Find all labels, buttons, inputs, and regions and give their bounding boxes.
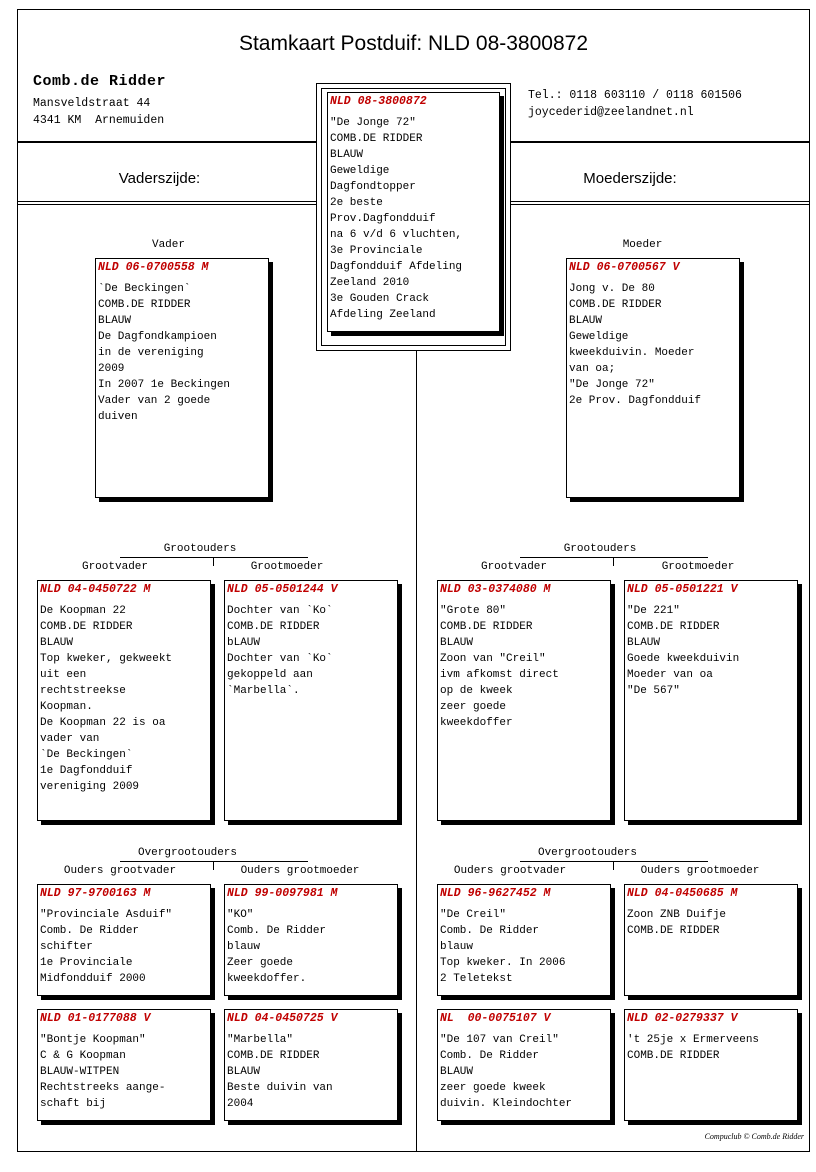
grandparents-bracket-right	[520, 557, 708, 558]
detail-line: "KO"	[227, 909, 254, 921]
detail-line: COMB.DE RIDDER	[98, 299, 191, 311]
detail-line: "De Jonge 72"	[569, 379, 655, 391]
detail-line: COMB.DE RIDDER	[569, 299, 662, 311]
owner-name: Comb.de Ridder	[33, 73, 167, 90]
detail-line: Comb. De Ridder	[440, 925, 540, 937]
great-grandparent-ring: NL 00-0075107 V	[440, 1012, 551, 1025]
detail-line: BLAUW-WITPEN	[40, 1066, 120, 1078]
detail-line: 1e Provinciale	[40, 957, 133, 969]
great-grandparent-ring: NLD 96-9627452 M	[440, 887, 551, 900]
great-grandparent-details	[627, 1032, 795, 1064]
mother-details	[569, 281, 737, 409]
father-label: Vader	[151, 239, 185, 251]
grandparents-tick-left	[213, 557, 214, 566]
detail-line: COMB.DE RIDDER	[627, 621, 720, 633]
grandparent-card	[624, 580, 798, 821]
detail-line: 3e Provinciale	[330, 245, 423, 257]
detail-line: "Marbella"	[227, 1034, 294, 1046]
detail-line: 2009	[98, 363, 125, 375]
great-grandparent-card	[224, 884, 398, 996]
detail-line: gekoppeld aan	[227, 669, 313, 681]
detail-line: Dochter van `Ko`	[227, 605, 333, 617]
detail-line: zeer goede	[440, 701, 507, 713]
great-grandparent-card	[37, 884, 211, 996]
detail-line: vader van	[40, 733, 100, 745]
detail-line: COMB.DE RIDDER	[440, 621, 533, 633]
mother-card	[566, 258, 740, 498]
detail-line: op de kweek	[440, 685, 513, 697]
detail-line: rechtstreekse	[40, 685, 126, 697]
great-grandparent-details	[440, 1032, 608, 1112]
detail-line: `De Beckingen`	[40, 749, 133, 761]
grandparents-tick-right	[613, 557, 614, 566]
detail-line: ivm afkomst direct	[440, 669, 559, 681]
detail-line: "De 107 van Creil"	[440, 1034, 559, 1046]
detail-line: BLAUW	[627, 637, 661, 649]
great-grandparent-details	[227, 907, 395, 987]
detail-line: De Koopman 22 is oa	[40, 717, 166, 729]
parents-grandmother-label-left: Ouders grootmoeder	[240, 865, 360, 877]
phone: Tel.: 0118 603110 / 0118 601506	[528, 89, 742, 102]
parents-grandfather-label-right: Ouders grootvader	[453, 865, 567, 877]
great-grandparents-label-left: Overgrootouders	[137, 847, 238, 859]
great-grandparent-card	[37, 1009, 211, 1121]
father-details	[98, 281, 266, 425]
father-ring: NLD 06-0700558 M	[98, 261, 209, 274]
detail-line: De Koopman 22	[40, 605, 126, 617]
mother-side-label: Moederszijde:	[583, 170, 677, 187]
detail-line: Rechtstreeks aange-	[40, 1082, 166, 1094]
detail-line: Jong v. De 80	[569, 283, 655, 295]
detail-line: in de vereniging	[98, 347, 204, 359]
detail-line: BLAUW	[440, 1066, 474, 1078]
great-grandparents-tick-right	[613, 861, 614, 870]
detail-line: COMB.DE RIDDER	[227, 1050, 320, 1062]
detail-line: BLAUW	[440, 637, 474, 649]
great-grandparents-label-right: Overgrootouders	[537, 847, 638, 859]
detail-line: 't 25je x Ermerveens	[627, 1034, 760, 1046]
great-grandparent-card	[224, 1009, 398, 1121]
detail-line: 2e beste	[330, 197, 383, 209]
detail-line: Midfondduif 2000	[40, 973, 146, 985]
detail-line: duivin. Kleindochter	[440, 1098, 573, 1110]
detail-line: Dagfondtopper	[330, 181, 416, 193]
email: joycederid@zeelandnet.nl	[528, 106, 694, 119]
detail-line: Top kweker. In 2006	[440, 957, 566, 969]
detail-line: Geweldige	[569, 331, 629, 343]
great-grandparents-bracket-right	[520, 861, 708, 862]
detail-line: "De Creil"	[440, 909, 507, 921]
detail-line: BLAUW	[330, 149, 364, 161]
detail-line: BLAUW	[227, 1066, 261, 1078]
detail-line: BLAUW	[40, 637, 74, 649]
great-grandparents-tick-left	[213, 861, 214, 870]
detail-line: 2004	[227, 1098, 254, 1110]
grandparent-details	[440, 603, 608, 731]
detail-line: "Grote 80"	[440, 605, 507, 617]
detail-line: "De Jonge 72"	[330, 117, 416, 129]
detail-line: "Provinciale Asduif"	[40, 909, 173, 921]
detail-line: 3e Gouden Crack	[330, 293, 430, 305]
grandparents-bracket-left	[120, 557, 308, 558]
great-grandparent-card	[624, 884, 798, 996]
great-grandparent-card	[624, 1009, 798, 1121]
detail-line: Prov.Dagfondduif	[330, 213, 436, 225]
grandmother-label-left: Grootmoeder	[250, 561, 324, 573]
detail-line: COMB.DE RIDDER	[40, 621, 133, 633]
detail-line: Dagfondduif Afdeling	[330, 261, 463, 273]
detail-line: Goede kweekduivin	[627, 653, 740, 665]
detail-line: Comb. De Ridder	[440, 1050, 540, 1062]
detail-line: C & G Koopman	[40, 1050, 126, 1062]
subject-card-inner	[327, 92, 500, 332]
detail-line: Comb. De Ridder	[227, 925, 327, 937]
great-grandparent-ring: NLD 04-0450685 M	[627, 887, 738, 900]
detail-line: BLAUW	[98, 315, 132, 327]
grandparents-label-right: Grootouders	[563, 543, 637, 555]
detail-line: 2 Teletekst	[440, 973, 513, 985]
great-grandparent-ring: NLD 97-9700163 M	[40, 887, 151, 900]
detail-line: blauw	[440, 941, 474, 953]
detail-line: Geweldige	[330, 165, 390, 177]
detail-line: COMB.DE RIDDER	[330, 133, 423, 145]
detail-line: 2e Prov. Dagfondduif	[569, 395, 702, 407]
great-grandparent-details	[40, 907, 208, 987]
detail-line: Zeer goede	[227, 957, 294, 969]
great-grandparent-details	[40, 1032, 208, 1112]
grandparents-label-left: Grootouders	[163, 543, 237, 555]
detail-line: COMB.DE RIDDER	[627, 925, 720, 937]
detail-line: Top kweker, gekweekt	[40, 653, 173, 665]
detail-line: COMB.DE RIDDER	[227, 621, 320, 633]
father-side-label: Vaderszijde:	[118, 170, 201, 187]
detail-line: Zoon ZNB Duifje	[627, 909, 727, 921]
grandparent-details	[627, 603, 795, 699]
grandparent-card	[37, 580, 211, 821]
grandfather-label-right: Grootvader	[480, 561, 547, 573]
detail-line: zeer goede kweek	[440, 1082, 546, 1094]
grandparent-card	[224, 580, 398, 821]
detail-line: kweekdoffer.	[227, 973, 307, 985]
great-grandparent-ring: NLD 02-0279337 V	[627, 1012, 738, 1025]
great-grandparent-details	[227, 1032, 395, 1112]
detail-line: Comb. De Ridder	[40, 925, 140, 937]
detail-line: Zeeland 2010	[330, 277, 410, 289]
grandparent-ring: NLD 03-0374080 M	[440, 583, 551, 596]
detail-line: In 2007 1e Beckingen	[98, 379, 231, 391]
detail-line: kweekduivin. Moeder	[569, 347, 695, 359]
detail-line: Vader van 2 goede	[98, 395, 211, 407]
subject-details	[330, 115, 497, 323]
detail-line: kweekdoffer	[440, 717, 513, 729]
grandparent-card	[437, 580, 611, 821]
great-grandparent-ring: NLD 99-0097981 M	[227, 887, 338, 900]
detail-line: De Dagfondkampioen	[98, 331, 217, 343]
detail-line: Dochter van `Ko`	[227, 653, 333, 665]
page-title: Stamkaart Postduif: NLD 08-3800872	[238, 32, 589, 55]
great-grandparent-details	[627, 907, 795, 939]
owner-street: Mansveldstraat 44	[33, 97, 151, 110]
great-grandparent-ring: NLD 01-0177088 V	[40, 1012, 151, 1025]
detail-line: van oa;	[569, 363, 616, 375]
subject-ring: NLD 08-3800872	[330, 95, 427, 108]
grandparent-ring: NLD 05-0501221 V	[627, 583, 738, 596]
detail-line: Zoon van "Creil"	[440, 653, 546, 665]
detail-line: schaft bij	[40, 1098, 107, 1110]
great-grandparent-card	[437, 884, 611, 996]
parents-grandmother-label-right: Ouders grootmoeder	[640, 865, 760, 877]
detail-line: bLAUW	[227, 637, 261, 649]
detail-line: COMB.DE RIDDER	[627, 1050, 720, 1062]
detail-line: 1e Dagfondduif	[40, 765, 133, 777]
detail-line: `De Beckingen`	[98, 283, 191, 295]
detail-line: na 6 v/d 6 vluchten,	[330, 229, 463, 241]
detail-line: Afdeling Zeeland	[330, 309, 436, 321]
grandparent-ring: NLD 05-0501244 V	[227, 583, 338, 596]
grandparent-details	[227, 603, 395, 699]
detail-line: duiven	[98, 411, 138, 423]
detail-line: Moeder van oa	[627, 669, 713, 681]
detail-line: "Bontje Koopman"	[40, 1034, 146, 1046]
detail-line: Koopman.	[40, 701, 93, 713]
detail-line: Beste duivin van	[227, 1082, 333, 1094]
footer-credit: Compuclub © Comb.de Ridder	[704, 1132, 804, 1141]
great-grandparents-bracket-left	[120, 861, 308, 862]
owner-city: 4341 KM Arnemuiden	[33, 114, 165, 127]
grandparent-ring: NLD 04-0450722 M	[40, 583, 151, 596]
detail-line: schifter	[40, 941, 93, 953]
father-card	[95, 258, 269, 498]
parents-grandfather-label-left: Ouders grootvader	[63, 865, 177, 877]
detail-line: "De 567"	[627, 685, 680, 697]
great-grandparent-card	[437, 1009, 611, 1121]
detail-line: blauw	[227, 941, 261, 953]
great-grandparent-details	[440, 907, 608, 987]
detail-line: BLAUW	[569, 315, 603, 327]
great-grandparent-ring: NLD 04-0450725 V	[227, 1012, 338, 1025]
detail-line: uit een	[40, 669, 87, 681]
mother-label: Moeder	[622, 239, 663, 251]
grandparent-details	[40, 603, 208, 795]
detail-line: `Marbella`.	[227, 685, 300, 697]
grandfather-label-left: Grootvader	[81, 561, 148, 573]
grandmother-label-right: Grootmoeder	[661, 561, 735, 573]
mother-ring: NLD 06-0700567 V	[569, 261, 680, 274]
detail-line: "De 221"	[627, 605, 680, 617]
detail-line: vereniging 2009	[40, 781, 140, 793]
